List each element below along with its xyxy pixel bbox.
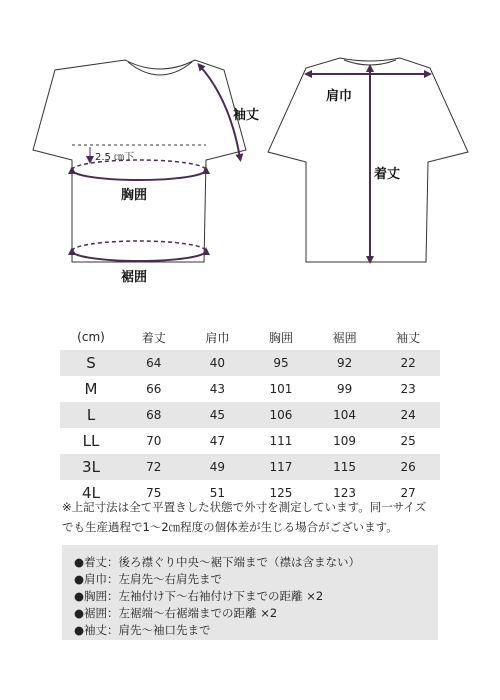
table-row bbox=[60, 428, 440, 454]
header-hem: 裾囲 bbox=[332, 330, 357, 345]
value-cell: 23 bbox=[400, 382, 416, 396]
size-cell: LL bbox=[82, 432, 100, 450]
shoulder-label: 肩巾 bbox=[326, 89, 353, 104]
definition-chest: ●胸囲：左袖付け下～右袖付け下までの距離 ×2 bbox=[74, 589, 324, 603]
header-unit: (cm) bbox=[77, 330, 105, 344]
value-cell: 45 bbox=[186, 402, 250, 428]
tshirt-diagram bbox=[0, 0, 500, 300]
value-cell: 123 bbox=[333, 486, 357, 500]
length-label: 着丈 bbox=[374, 167, 401, 182]
size-cell: 3L bbox=[60, 454, 122, 480]
value-cell: 49 bbox=[186, 454, 250, 480]
disclaimer-line: ※上記寸法は全て平置きした状態で外寸を測定しています。同一サイズ bbox=[62, 500, 427, 514]
size-cell: L bbox=[60, 402, 122, 428]
hem-label: 裾囲 bbox=[121, 270, 148, 285]
table-row bbox=[60, 454, 440, 480]
table-header-row bbox=[60, 324, 440, 350]
value-cell: 24 bbox=[376, 402, 440, 428]
value-cell: 101 bbox=[269, 382, 293, 396]
header-length: 着丈 bbox=[141, 330, 166, 345]
header-shoulder: 肩巾 bbox=[205, 330, 230, 345]
sleeve-label: 袖丈 bbox=[233, 108, 260, 123]
value-cell: 109 bbox=[333, 434, 357, 448]
definitions-box bbox=[62, 545, 438, 640]
value-cell: 75 bbox=[146, 486, 162, 500]
size-cell: M bbox=[84, 380, 98, 398]
header-chest: 胸囲 bbox=[268, 330, 293, 345]
value-cell: 64 bbox=[122, 350, 186, 376]
definition-hem: ●裾囲：左裾端～右裾端までの距離 ×2 bbox=[74, 606, 278, 620]
value-cell: 40 bbox=[186, 350, 250, 376]
table-row bbox=[60, 350, 440, 376]
back-shirt-outline bbox=[268, 58, 468, 262]
size-table bbox=[60, 324, 440, 506]
definition-shoulder: ●肩巾：左肩先～右肩先まで bbox=[74, 572, 223, 586]
value-cell: 125 bbox=[269, 486, 293, 500]
value-cell: 95 bbox=[249, 350, 313, 376]
value-cell: 22 bbox=[376, 350, 440, 376]
value-cell: 92 bbox=[313, 350, 377, 376]
value-cell: 111 bbox=[269, 434, 293, 448]
value-cell: 104 bbox=[313, 402, 377, 428]
front-shirt-outline bbox=[33, 60, 246, 262]
size-cell: S bbox=[60, 350, 122, 376]
header-sleeve: 袖丈 bbox=[396, 330, 421, 345]
hem-ellipse-top bbox=[72, 241, 206, 251]
value-cell: 66 bbox=[146, 382, 162, 396]
value-cell: 99 bbox=[336, 382, 353, 396]
chest-ellipse-top bbox=[72, 160, 206, 170]
chest-offset-note: 2.5 ㎝下 bbox=[95, 152, 135, 163]
table-row bbox=[60, 402, 440, 428]
value-cell: 47 bbox=[209, 434, 226, 448]
hem-ellipse-bottom bbox=[72, 251, 206, 261]
value-cell: 26 bbox=[376, 454, 440, 480]
value-cell: 51 bbox=[209, 486, 226, 500]
value-cell: 43 bbox=[209, 382, 226, 396]
value-cell: 106 bbox=[249, 402, 313, 428]
chest-ellipse-bottom bbox=[72, 170, 206, 180]
disclaimer bbox=[62, 497, 426, 537]
value-cell: 117 bbox=[249, 454, 313, 480]
value-cell: 68 bbox=[122, 402, 186, 428]
disclaimer-line: でも生産過程で1～2㎝程度の個体差が生じる場合がございます。 bbox=[62, 520, 398, 534]
value-cell: 25 bbox=[400, 434, 416, 448]
value-cell: 27 bbox=[400, 486, 416, 500]
chest-label: 胸囲 bbox=[121, 188, 148, 203]
value-cell: 115 bbox=[313, 454, 377, 480]
value-cell: 70 bbox=[146, 434, 162, 448]
table-row bbox=[60, 376, 440, 402]
definition-length: ●着丈：後ろ襟ぐり中央～裾下端まで（襟は含まない） bbox=[74, 555, 361, 569]
value-cell: 72 bbox=[122, 454, 186, 480]
definition-sleeve: ●袖丈：肩先～袖口先まで bbox=[74, 623, 211, 637]
size-cell: 4L bbox=[82, 484, 100, 502]
